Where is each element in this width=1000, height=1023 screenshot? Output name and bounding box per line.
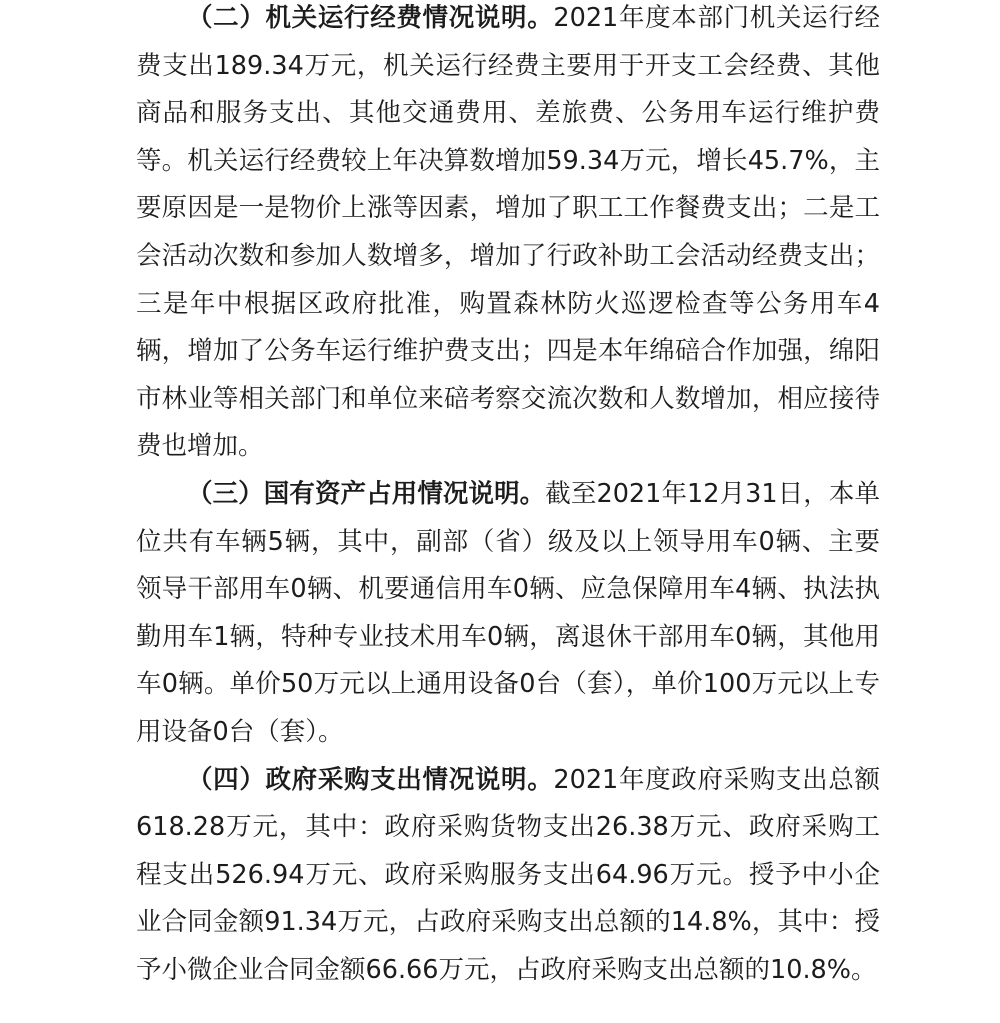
paragraph-state-assets (136, 471, 880, 757)
section-heading-government-procurement: （四）政府采购支出情况说明。 (187, 764, 554, 795)
paragraph-government-procurement (136, 757, 880, 995)
section-body-state-assets: 截至2021年12月31日，本单位共有车辆5辆，其中，副部（省）级及以上领导用车0辆、主要领导干部用车0辆、机要通信用车0辆、应急保障用车4辆、执法执勤用车1辆，特种专业技术用车0辆，离退休干部用车0辆，其他用车0辆。单价50万元以上通用设备0台（套），单价100万元以上专用设备0台（套）。 (136, 478, 880, 747)
section-body-government-procurement: 2021年度政府采购支出总额618.28万元，其中：政府采购货物支出26.38万元、政府采购工程支出526.94万元、政府采购服务支出64.96万元。授予中小企业合同金额91.34万元，占政府采购支出总额的14.8%，其中：授予小微企业合同金额66.66万元，占政府采购支出总额的10.8%。 (136, 764, 880, 985)
section-body-operating-expenses: 2021年度本部门机关运行经费支出189.34万元，机关运行经费主要用于开支工会经费、其他商品和服务支出、其他交通费用、差旅费、公务用车运行维护费等。机关运行经费较上年决算数增加59.34万元，增长45.7%，主要原因是一是物价上涨等因素，增加了职工工作餐费支出；二是工会活动次数和参加人数增多，增加了行政补助工会活动经费支出；三是年中根据区政府批准，购置森林防火巡逻检查等公务用车4辆，增加了公务车运行维护费支出；四是本年绵碚合作加强，绵阳市林业等相关部门和单位来碚考察交流次数和人数增加，相应接待费也增加。 (136, 3, 880, 462)
section-heading-operating-expenses: （二）机关运行经费情况说明。 (187, 3, 554, 33)
paragraph-operating-expenses (136, 0, 880, 471)
section-heading-state-assets: （三）国有资产占用情况说明。 (187, 478, 546, 509)
